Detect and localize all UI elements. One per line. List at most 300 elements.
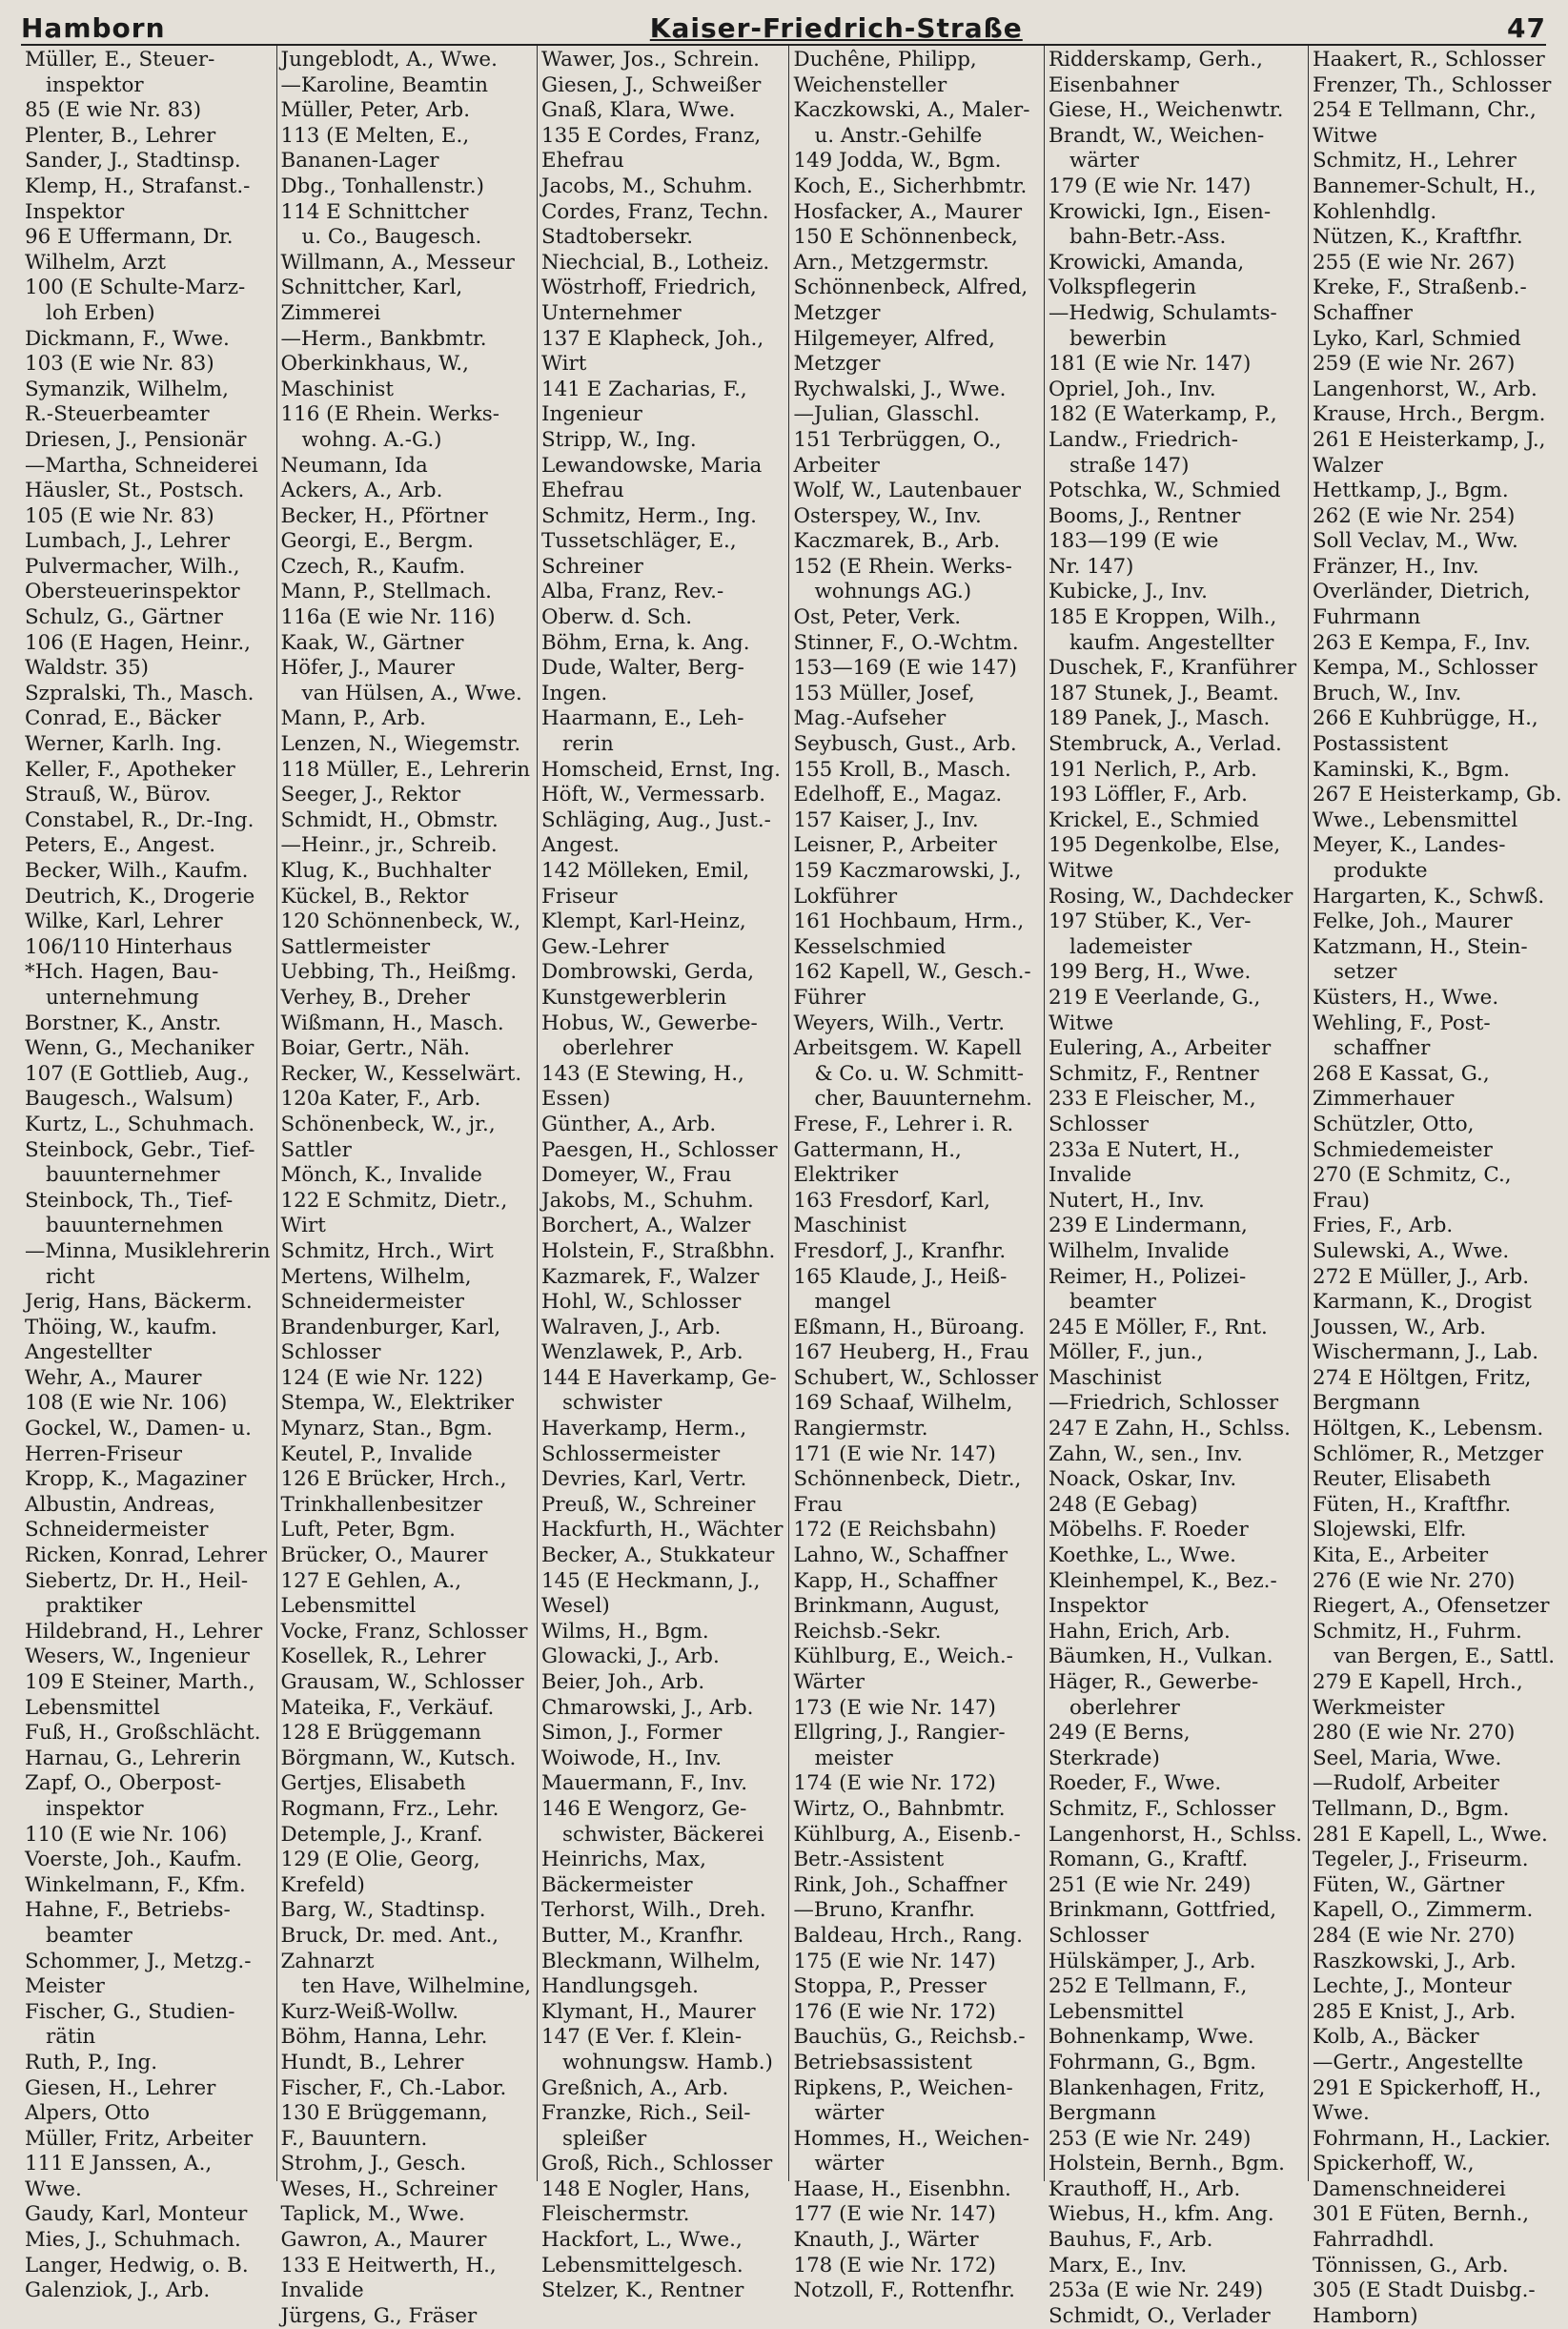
directory-entry-line: —Friedrich, Schlosser <box>1049 1391 1279 1416</box>
directory-entry-line: Rosing, W., Dachdecker <box>1049 884 1293 909</box>
directory-entry-line: Lechte, J., Monteur <box>1313 1974 1512 1999</box>
directory-entry-line: Lewandowske, Maria <box>541 453 763 478</box>
directory-entry-line: Zimmerhauer <box>1313 1087 1455 1112</box>
directory-entry-line: 107 (E Gottlieb, Aug., <box>25 1061 250 1086</box>
directory-entry-line: —Martha, Schneiderei <box>25 453 258 478</box>
directory-entry-line: Georgi, E., Bergm. <box>280 529 474 554</box>
directory-entry-line: Weses, H., Schreiner <box>280 2176 498 2201</box>
directory-entry-line: Borstner, K., Anstr. <box>25 1011 222 1035</box>
directory-entry-line: Lebensmittel <box>1049 1999 1184 2024</box>
directory-entry-line: Potschka, W., Schmied <box>1049 479 1281 503</box>
directory-entry-line: Schlossermeister <box>541 1441 721 1466</box>
directory-entry-line: setzer <box>1334 960 1397 985</box>
directory-entry-line: Domeyer, W., Frau <box>541 1163 732 1188</box>
directory-entry-line: Galenziok, J., Arb. <box>25 2278 211 2303</box>
directory-entry-line: Soll Veclav, M., Ww. <box>1313 529 1518 554</box>
directory-entry-line: Fuß, H., Großschlächt. <box>25 1721 261 1746</box>
directory-entry-line: Sattlermeister <box>280 934 431 959</box>
directory-entry-line: 182 (E Waterkamp, P., <box>1049 402 1277 427</box>
directory-entry-line: 251 (E wie Nr. 249) <box>1049 1872 1252 1897</box>
directory-entry-line: 245 E Möller, F., Rnt. <box>1049 1315 1268 1339</box>
page-number: 47 <box>1507 12 1546 44</box>
directory-entry-line: Krowicki, Ign., Eisen- <box>1049 199 1272 224</box>
directory-entry-line: Reichsb.-Sekr. <box>793 1619 942 1644</box>
directory-entry-line: Schmidt, O., Verlader <box>1049 2303 1271 2328</box>
directory-entry-line: Wesers, W., Ingenieur <box>25 1645 250 1669</box>
directory-entry-line: Siebertz, Dr. H., Heil- <box>25 1568 249 1593</box>
directory-entry-line: 183—199 (E wie <box>1049 529 1219 554</box>
directory-entry-line: Volkspflegerin <box>1049 276 1196 300</box>
directory-entry-line: Klempt, Karl-Heinz, <box>541 909 746 934</box>
directory-entry-line: inspektor <box>46 1796 144 1821</box>
directory-column-1 <box>21 46 277 2303</box>
directory-entry-line: 109 E Steiner, Marth., <box>25 1670 255 1694</box>
directory-entry-line: 181 (E wie Nr. 147) <box>1049 352 1252 377</box>
directory-entry-line: spleißer <box>562 2126 647 2151</box>
directory-entry-line: 141 E Zacharias, F., <box>541 377 747 401</box>
directory-entry-line: Gaudy, Karl, Monteur <box>25 2202 248 2227</box>
directory-entry-line: Notzoll, F., Rottenfhr. <box>793 2278 1015 2303</box>
directory-entry-line: Betr.-Assistent <box>793 1848 945 1872</box>
directory-entry-line: 252 E Tellmann, F., <box>1049 1974 1248 1999</box>
directory-entry-line: Edelhoff, E., Magaz. <box>793 783 1003 807</box>
directory-entry-line: Winkelmann, F., Kfm. <box>25 1872 246 1897</box>
directory-entry-line: 169 Schaaf, Wilhelm, <box>793 1391 1013 1416</box>
directory-entry-line: Hahne, F., Betriebs- <box>25 1898 231 1923</box>
directory-entry-line: Bäumken, H., Vulkan. <box>1049 1645 1273 1669</box>
directory-entry-line: 120 Schönnenbeck, W., <box>280 909 521 934</box>
directory-entry-line: Schlömer, R., Metzger <box>1313 1441 1544 1466</box>
directory-entry-line: u. Co., Baugesch. <box>301 225 482 250</box>
directory-entry-line: Baldeau, Hrch., Rang. <box>793 1923 1023 1948</box>
directory-entry-line: Krause, Hrch., Bergm. <box>1313 402 1546 427</box>
directory-entry-line: Lebensmittelgesch. <box>541 2253 743 2278</box>
directory-entry-line: Maschinist <box>280 377 394 401</box>
directory-entry-line: Boiar, Gertr., Näh. <box>280 1036 471 1061</box>
directory-entry-line: Höfer, J., Maurer <box>280 656 455 681</box>
directory-entry-line: Jerig, Hans, Bäckerm. <box>25 1290 253 1315</box>
directory-entry-line: Tönnissen, G., Arb. <box>1313 2253 1509 2278</box>
directory-entry-line: Knauth, J., Wärter <box>793 2228 979 2253</box>
directory-entry-line: Eisenbahner <box>1049 72 1179 97</box>
directory-entry-line: 127 E Gehlen, A., <box>280 1568 462 1593</box>
directory-entry-line: 159 Kaczmarowski, J., <box>793 859 1022 883</box>
directory-entry-line: Kaczkowski, A., Maler- <box>793 98 1030 123</box>
directory-entry-line: Wischermann, J., Lab. <box>1313 1340 1539 1365</box>
directory-entry-line: Tussetschläger, E., <box>541 529 737 554</box>
directory-entry-line: —Bruno, Kranfhr. <box>793 1898 975 1923</box>
directory-entry-line: Hamborn) <box>1313 2303 1418 2328</box>
directory-entry-line: Möbelhs. F. Roeder <box>1049 1518 1249 1542</box>
directory-entry-line: Blankenhagen, Fritz, <box>1049 2075 1266 2100</box>
directory-entry-line: Stelzer, K., Rentner <box>541 2278 744 2303</box>
directory-entry-line: Alpers, Otto <box>25 2101 151 2126</box>
directory-entry-line: 100 (E Schulte-Marz- <box>25 276 246 300</box>
directory-entry-line: 153—169 (E wie 147) <box>793 656 1017 681</box>
directory-entry-line: straße 147) <box>1069 453 1190 478</box>
directory-entry-line: Koethke, L., Wwe. <box>1049 1543 1236 1568</box>
directory-entry-line: 195 Degenkolbe, Else, <box>1049 833 1281 858</box>
directory-entry-line: Heinrichs, Max, <box>541 1848 706 1872</box>
directory-entry-line: Frese, F., Lehrer i. R. <box>793 1112 1014 1136</box>
directory-entry-line: Schläging, Aug., Just.- <box>541 807 771 832</box>
directory-entry-line: 249 (E Berns, <box>1049 1721 1191 1746</box>
directory-entry-line: Kazmarek, F., Walzer <box>541 1264 760 1289</box>
directory-entry-line: Ehefrau <box>541 149 624 174</box>
directory-entry-line: 261 E Heisterkamp, J., <box>1313 427 1546 452</box>
directory-entry-line: Maschinist <box>793 1214 906 1238</box>
directory-entry-line: Schmitz, Herm., Ing. <box>541 503 757 528</box>
directory-entry-line: Giesen, H., Lehrer <box>25 2075 216 2100</box>
directory-entry-line: Wawer, Jos., Schrein. <box>541 48 760 72</box>
directory-entry-line: Invalide <box>1049 1163 1132 1188</box>
directory-entry-line: Karmann, K., Drogist <box>1313 1290 1532 1315</box>
directory-entry-line: Sander, J., Stadtinsp. <box>25 149 241 174</box>
directory-entry-line: wärter <box>1069 149 1139 174</box>
directory-entry-line: Günther, A., Arb. <box>541 1112 717 1136</box>
directory-entry-line: Fries, F., Arb. <box>1313 1214 1454 1238</box>
directory-entry-line: Essen) <box>541 1087 611 1112</box>
directory-entry-line: Wolf, W., Lautenbauer <box>793 479 1021 503</box>
directory-entry-line: 142 Mölleken, Emil, <box>541 859 750 883</box>
directory-entry-line: Slojewski, Elfr. <box>1313 1518 1467 1542</box>
directory-entry-line: Kita, E., Arbeiter <box>1313 1543 1489 1568</box>
directory-entry-line: Taplick, M., Wwe. <box>280 2202 465 2227</box>
directory-entry-line: Hildebrand, H., Lehrer <box>25 1619 263 1644</box>
directory-entry-line: Noack, Oskar, Inv. <box>1049 1467 1237 1492</box>
directory-entry-line: Schmidt, H., Obmstr. <box>280 807 499 832</box>
directory-entry-line: 281 E Kapell, L., Wwe. <box>1313 1822 1548 1847</box>
directory-entry-line: Wesel) <box>541 1594 610 1619</box>
directory-entry-line: Verhey, B., Dreher <box>280 985 470 1010</box>
directory-entry-line: Friseur <box>541 884 618 909</box>
directory-entry-line: Alba, Franz, Rev.- <box>541 580 724 604</box>
directory-entry-line: Dombrowski, Gerda, <box>541 960 755 985</box>
directory-entry-line: Müller, E., Steuer- <box>25 48 215 72</box>
directory-entry-line: Stinner, F., O.-Wchtm. <box>793 630 1019 655</box>
directory-entry-line: 179 (E wie Nr. 147) <box>1049 174 1252 198</box>
directory-entry-line: Becker, A., Stukkateur <box>541 1543 775 1568</box>
directory-entry-line: inspektor <box>46 72 144 97</box>
directory-entry-line: produkte <box>1334 859 1428 883</box>
directory-entry-line: Kaczmarek, B., Arb. <box>793 529 1001 554</box>
directory-entry-line: Lyko, Karl, Schmied <box>1313 326 1521 351</box>
directory-entry-line: wärter <box>814 2152 885 2176</box>
directory-entry-line: Harnau, G., Lehrerin <box>25 1746 241 1770</box>
directory-entry-line: rerin <box>562 732 614 757</box>
directory-entry-line: 108 (E wie Nr. 106) <box>25 1391 228 1416</box>
directory-entry-line: Gockel, W., Damen- u. <box>25 1417 252 1441</box>
directory-columns <box>21 46 1562 2328</box>
directory-entry-line: Maschinist <box>1049 1365 1162 1390</box>
directory-entry-line: Overländer, Dietrich, <box>1313 580 1531 604</box>
directory-entry-line: Wärter <box>793 1670 865 1694</box>
directory-entry-line: Höltgen, K., Lebensm. <box>1313 1417 1544 1441</box>
directory-entry-line: 178 (E wie Nr. 172) <box>793 2253 996 2278</box>
directory-entry-line: Strohm, J., Gesch. <box>280 2152 467 2176</box>
directory-entry-line: 187 Stunek, J., Beamt. <box>1049 681 1279 705</box>
directory-entry-line: 122 E Schmitz, Dietr., <box>280 1188 508 1213</box>
directory-entry-line: Wwe. <box>25 2176 82 2201</box>
directory-entry-line: 301 E Füten, Bernh., <box>1313 2202 1530 2227</box>
directory-entry-line: ten Have, Wilhelmine, <box>301 1974 532 1999</box>
directory-entry-line: 233 E Fleischer, M., <box>1049 1087 1256 1112</box>
directory-entry-line: 284 (E wie Nr. 270) <box>1313 1923 1516 1948</box>
directory-entry-line: Hobus, W., Gewerbe- <box>541 1011 758 1035</box>
directory-entry-line: Bannemer-Schult, H., <box>1313 174 1537 198</box>
directory-entry-line: Inspektor <box>25 199 125 224</box>
directory-entry-line: 274 E Höltgen, Fritz, <box>1313 1365 1532 1390</box>
directory-entry-line: Schmitz, F., Schlosser <box>1049 1796 1275 1821</box>
directory-entry-line: Schönnenbeck, Dietr., <box>793 1467 1022 1492</box>
directory-entry-line: Czech, R., Kaufm. <box>280 554 466 579</box>
directory-entry-line: meister <box>814 1746 893 1770</box>
directory-entry-line: schaffner <box>1334 1036 1431 1061</box>
directory-entry-line: 129 (E Olie, Georg, <box>280 1848 480 1872</box>
directory-entry-line: Spickerhoff, W., <box>1313 2152 1475 2176</box>
directory-entry-line: Schubert, W., Schlosser <box>793 1365 1039 1390</box>
directory-entry-line: Schönnenbeck, Alfred, <box>793 276 1028 300</box>
page-header-street: Kaiser-Friedrich-Straße <box>649 12 1023 44</box>
directory-entry-line: Haase, H., Eisenbhn. <box>793 2176 1011 2201</box>
directory-entry-line: Witwe <box>1313 123 1378 148</box>
directory-entry-line: 191 Nerlich, P., Arb. <box>1049 757 1257 782</box>
directory-entry-line: Jungeblodt, A., Wwe. <box>280 48 498 72</box>
directory-entry-line: Nutert, H., Inv. <box>1049 1188 1205 1213</box>
directory-entry-line: Inspektor <box>1049 1594 1149 1619</box>
directory-entry-line: Franzke, Rich., Seil- <box>541 2101 751 2126</box>
directory-entry-line: Bergmann <box>1049 2101 1156 2126</box>
directory-entry-line: Lokführer <box>793 884 898 909</box>
directory-column-3 <box>538 46 789 2303</box>
directory-entry-line: Wilhelm, Arzt <box>25 250 166 275</box>
directory-entry-line: 233a E Nutert, H., <box>1049 1137 1241 1162</box>
directory-entry-line: Metzger <box>793 352 881 377</box>
directory-entry-line: Mann, P., Stellmach. <box>280 580 492 604</box>
directory-entry-line: Jacobs, M., Schuhm. <box>541 174 753 198</box>
directory-entry-line: 171 (E wie Nr. 147) <box>793 1441 996 1466</box>
directory-entry-line: Hackfort, L., Wwe., <box>541 2228 743 2253</box>
directory-entry-line: kaufm. Angestellter <box>1069 630 1274 655</box>
directory-entry-line: van Hülsen, A., Wwe. <box>301 681 522 705</box>
directory-column-6 <box>1309 46 1568 2328</box>
directory-entry-line: Steinbock, Gebr., Tief- <box>25 1137 255 1162</box>
directory-entry-line: 305 (E Stadt Duisbg.- <box>1313 2278 1536 2303</box>
directory-entry-line: Langenhorst, W., Arb. <box>1313 377 1537 401</box>
directory-entry-line: Wöstrhoff, Friedrich, <box>541 276 757 300</box>
directory-entry-line: 143 (E Stewing, H., <box>541 1061 744 1086</box>
directory-entry-line: Metzger <box>793 300 881 325</box>
directory-entry-line: 96 E Uffermann, Dr. <box>25 225 234 250</box>
directory-entry-line: Paesgen, H., Schlosser <box>541 1137 778 1162</box>
directory-entry-line: Niechcial, B., Lotheiz. <box>541 250 770 275</box>
directory-entry-line: Reimer, H., Polizei- <box>1049 1264 1247 1289</box>
directory-entry-line: van Bergen, E., Sattl. <box>1334 1645 1556 1669</box>
directory-entry-line: Terhorst, Wilh., Dreh. <box>541 1898 766 1923</box>
directory-entry-line: wärter <box>814 2101 885 2126</box>
directory-entry-line: Krowicki, Amanda, <box>1049 250 1245 275</box>
directory-entry-line: 137 E Klapheck, Joh., <box>541 326 764 351</box>
directory-entry-line: Schnittcher, Karl, <box>280 276 463 300</box>
directory-entry-line: Schmiedemeister <box>1313 1137 1493 1162</box>
directory-entry-line: Stempa, W., Elektriker <box>280 1391 514 1416</box>
directory-entry-line: Stoppa, P., Presser <box>793 1974 987 1999</box>
directory-entry-line: u. Anstr.-Gehilfe <box>814 123 983 148</box>
directory-entry-line: 165 Klaude, J., Heiß- <box>793 1264 1008 1289</box>
directory-entry-line: Herren-Friseur <box>25 1441 182 1466</box>
directory-entry-line: bahn-Betr.-Ass. <box>1069 225 1227 250</box>
directory-entry-line: Nr. 147) <box>1049 554 1134 579</box>
directory-entry-line: Marx, E., Inv. <box>1049 2253 1188 2278</box>
directory-entry-line: Börgmann, W., Kutsch. <box>280 1746 517 1770</box>
directory-entry-line: Bruch, W., Inv. <box>1313 681 1462 705</box>
directory-entry-line: Weyers, Wilh., Vertr. <box>793 1011 1006 1035</box>
directory-entry-line: Hackfurth, H., Wächter <box>541 1518 784 1542</box>
directory-entry-line: 185 E Kroppen, Wilh., <box>1049 605 1277 630</box>
directory-entry-line: Keutel, P., Invalide <box>280 1441 473 1466</box>
directory-entry-line: 85 (E wie Nr. 83) <box>25 98 202 123</box>
directory-entry-line: Schlosser <box>1049 1112 1149 1136</box>
directory-entry-line: Dude, Walter, Berg- <box>541 656 744 681</box>
directory-entry-line: Kunstgewerblerin <box>541 985 727 1010</box>
directory-entry-line: rätin <box>46 2025 96 2050</box>
directory-entry-line: 155 Kroll, B., Masch. <box>793 757 1011 782</box>
directory-entry-line: Gew.-Lehrer <box>541 934 669 959</box>
directory-entry-line: 146 E Wengorz, Ge- <box>541 1796 747 1821</box>
directory-entry-line: Schützler, Otto, <box>1313 1112 1475 1136</box>
directory-entry-line: Klymant, H., Maurer <box>541 1999 756 2024</box>
directory-entry-line: 145 (E Heckmann, J., <box>541 1568 761 1593</box>
directory-entry-line: Holstein, F., Straßbhn. <box>541 1238 776 1263</box>
directory-entry-line: Ehefrau <box>541 479 624 503</box>
directory-entry-line: Glowacki, J., Arb. <box>541 1645 720 1669</box>
directory-entry-line: Witwe <box>1049 1011 1114 1035</box>
directory-entry-line: Führer <box>793 985 865 1010</box>
directory-entry-line: Peters, E., Angest. <box>25 833 216 858</box>
directory-entry-line: Arbeiter <box>793 453 880 478</box>
directory-entry-line: Wenn, G., Mechaniker <box>25 1036 255 1061</box>
directory-entry-line: Krickel, E., Schmied <box>1049 807 1260 832</box>
directory-entry-line: Stadtobersekr. <box>541 225 694 250</box>
directory-entry-line: 116 (E Rhein. Werks- <box>280 402 499 427</box>
directory-entry-line: Neumann, Ida <box>280 453 428 478</box>
directory-entry-line: Klug, K., Buchhalter <box>280 859 491 883</box>
directory-entry-line: 150 E Schönnenbeck, <box>793 225 1018 250</box>
directory-entry-line: 116a (E wie Nr. 116) <box>280 605 496 630</box>
directory-entry-line: Fränzer, H., Inv. <box>1313 554 1479 579</box>
directory-entry-line: Hundt, B., Lehrer <box>280 2050 464 2074</box>
directory-entry-line: Greßnich, A., Arb. <box>541 2075 729 2100</box>
directory-entry-line: Damenschneiderei <box>1313 2176 1506 2201</box>
directory-entry-line: Meister <box>25 1974 105 1999</box>
directory-entry-line: Opriel, Joh., Inv. <box>1049 377 1216 401</box>
directory-entry-line: 255 (E wie Nr. 267) <box>1313 250 1516 275</box>
directory-entry-line: Brandt, W., Weichen- <box>1049 123 1265 148</box>
directory-entry-line: Wißmann, H., Masch. <box>280 1011 504 1035</box>
directory-entry-line: wohnungsw. Hamb.) <box>562 2050 773 2074</box>
directory-entry-line: 189 Panek, J., Masch. <box>1049 706 1271 731</box>
directory-entry-line: Werner, Karlh. Ing. <box>25 732 222 757</box>
directory-entry-line: Betriebsassistent <box>793 2050 972 2074</box>
directory-entry-line: Groß, Rich., Schlosser <box>541 2152 773 2176</box>
directory-entry-line: Krefeld) <box>280 1872 365 1897</box>
directory-entry-line: Barg, W., Stadtinsp. <box>280 1898 486 1923</box>
directory-entry-line: Duchêne, Philipp, <box>793 48 977 72</box>
directory-entry-line: —Heinr., jr., Schreib. <box>280 833 498 858</box>
directory-entry-line: Szpralski, Th., Masch. <box>25 681 255 705</box>
directory-entry-line: 144 E Haverkamp, Ge- <box>541 1365 777 1390</box>
directory-entry-line: praktiker <box>46 1594 142 1619</box>
directory-entry-line: Sulewski, A., Wwe. <box>1313 1238 1510 1263</box>
directory-entry-line: Luft, Peter, Bgm. <box>280 1518 456 1542</box>
directory-entry-line: Klemp, H., Strafanst.- <box>25 174 251 198</box>
directory-column-5 <box>1045 46 1309 2328</box>
directory-entry-line: 285 E Knist, J., Arb. <box>1313 1999 1517 2024</box>
directory-entry-line: 114 E Schnittcher <box>280 199 469 224</box>
directory-entry-line: Roeder, F., Wwe. <box>1049 1771 1222 1796</box>
directory-entry-line: Wilhelm, Invalide <box>1049 1238 1230 1263</box>
directory-entry-line: *Hch. Hagen, Bau- <box>25 960 219 985</box>
directory-entry-line: Driesen, J., Pensionär <box>25 427 247 452</box>
directory-entry-line: mangel <box>814 1290 891 1315</box>
directory-entry-line: 247 E Zahn, H., Schlss. <box>1049 1417 1291 1441</box>
directory-entry-line: 272 E Müller, J., Arb. <box>1313 1264 1530 1289</box>
directory-entry-line: Mertens, Wilhelm, <box>280 1264 472 1289</box>
directory-entry-line: Angest. <box>541 833 620 858</box>
directory-entry-line: Osterspey, W., Inv. <box>793 503 982 528</box>
directory-entry-line: Bauhus, F., Arb. <box>1049 2228 1213 2253</box>
directory-entry-line: Krauthoff, H., Arb. <box>1049 2176 1241 2201</box>
directory-entry-line: 175 (E wie Nr. 147) <box>793 1949 996 1973</box>
directory-entry-line: Kühlburg, A., Eisenb.- <box>793 1822 1021 1847</box>
directory-entry-line: Ellgring, J., Rangier- <box>793 1721 1006 1746</box>
directory-entry-line: Wilke, Karl, Lehrer <box>25 909 223 934</box>
directory-entry-line: 267 E Heisterkamp, Gb. <box>1313 783 1562 807</box>
directory-entry-line: Brinkmann, Gottfried, <box>1049 1898 1277 1923</box>
directory-entry-line: Dickmann, F., Wwe. <box>25 326 230 351</box>
directory-entry-line: Vocke, Franz, Schlosser <box>280 1619 528 1644</box>
directory-entry-line: Giese, H., Weichenwtr. <box>1049 98 1284 123</box>
directory-entry-line: Devries, Karl, Vertr. <box>541 1467 747 1492</box>
directory-entry-line: Symanzik, Wilhelm, <box>25 377 229 401</box>
directory-entry-line: Mynarz, Stan., Bgm. <box>280 1417 493 1441</box>
directory-entry-line: Bohnenkamp, Wwe. <box>1049 2025 1254 2050</box>
directory-entry-line: 163 Fresdorf, Karl, <box>793 1188 990 1213</box>
directory-entry-line: loh Erben) <box>46 300 155 325</box>
directory-entry-line: lademeister <box>1069 934 1192 959</box>
directory-entry-line: 105 (E wie Nr. 83) <box>25 503 214 528</box>
page-header-district: Hamborn <box>21 12 166 44</box>
directory-entry-line: Gnaß, Klara, Wwe. <box>541 98 736 123</box>
directory-entry-line: Elektriker <box>793 1163 899 1188</box>
directory-entry-line: Schommer, J., Metzg.- <box>25 1949 252 1973</box>
directory-entry-line: —Minna, Musiklehrerin <box>25 1238 271 1263</box>
directory-entry-line: schwister, Bäckerei <box>562 1822 764 1847</box>
directory-entry-line: Mann, P., Arb. <box>280 706 426 731</box>
directory-entry-line: Duschek, F., Kranführer <box>1049 656 1297 681</box>
directory-entry-line: Wehr, A., Maurer <box>25 1365 202 1390</box>
directory-entry-line: Schlosser <box>1049 1923 1149 1948</box>
directory-entry-line: Brandenburger, Karl, <box>280 1315 501 1339</box>
directory-entry-line: Bleckmann, Wilhelm, <box>541 1949 762 1973</box>
directory-entry-line: 279 E Kapell, Hrch., <box>1313 1670 1523 1694</box>
directory-entry-line: Woiwode, H., Inv. <box>541 1746 723 1770</box>
directory-entry-line: cher, Bauunternehm. <box>814 1087 1032 1112</box>
directory-entry-line: 177 (E wie Nr. 147) <box>793 2202 996 2227</box>
directory-entry-line: Wirt <box>541 352 587 377</box>
directory-entry-line: R.-Steuerbeamter <box>25 402 210 427</box>
directory-entry-line: 161 Hochbaum, Hrm., <box>793 909 1025 934</box>
